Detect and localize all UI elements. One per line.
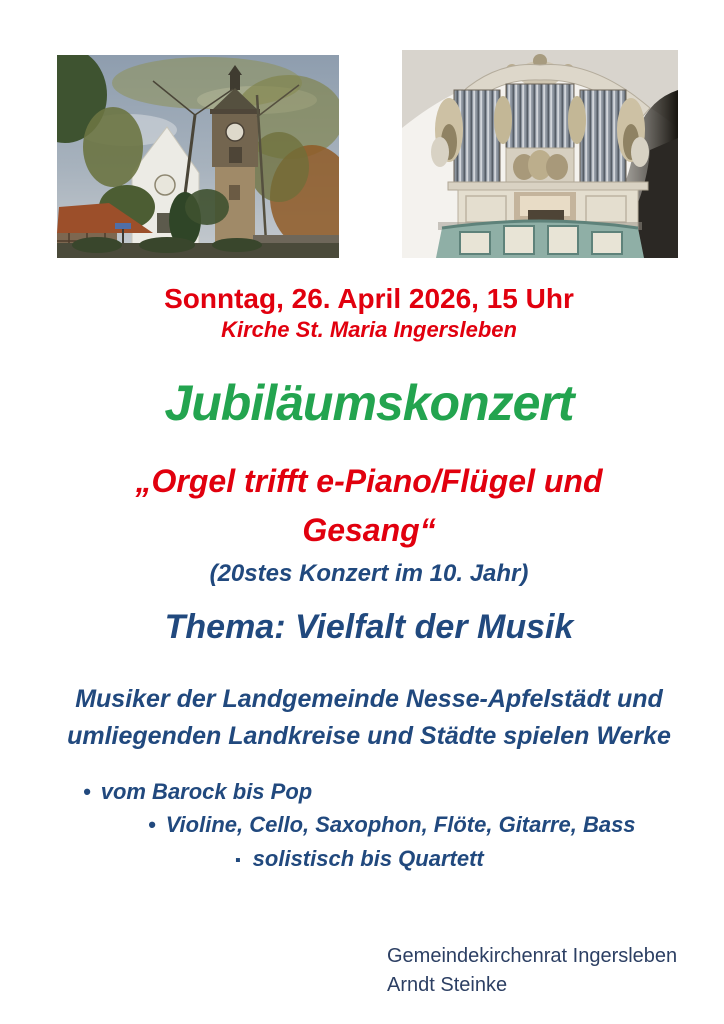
- signature-block: [387, 942, 677, 1000]
- bullet-label: solistisch bis Quartett: [252, 846, 484, 871]
- bullet-dot-icon: •: [148, 812, 156, 837]
- event-edition-note: (20stes Konzert im 10. Jahr): [209, 560, 529, 587]
- bullet-item: [148, 812, 636, 838]
- bullet-item: [235, 846, 484, 872]
- signature-name: Arndt Steinke: [387, 974, 508, 996]
- bullet-dot-icon: •: [83, 779, 91, 804]
- signature-organization: Gemeindekirchenrat Ingersleben: [387, 945, 678, 967]
- bullet-square-icon: ▪: [235, 852, 241, 869]
- event-subtitle-line2: Gesang“: [302, 512, 436, 548]
- event-date-line: Sonntag, 26. April 2026, 15 Uhr: [164, 283, 574, 314]
- event-description-line1: Musiker der Landgemeinde Nesse-Apfelstädt und: [75, 685, 663, 713]
- bullet-item: [83, 779, 312, 805]
- bullet-label: vom Barock bis Pop: [100, 779, 313, 804]
- church-photo: [57, 55, 339, 258]
- event-subtitle-line1: „Orgel trifft e-Piano/Flügel und: [135, 463, 603, 499]
- event-title: Jubiläumskonzert: [164, 375, 574, 431]
- event-location-line: Kirche St. Maria Ingersleben: [221, 317, 517, 342]
- event-theme-line: Thema: Vielfalt der Musik: [164, 608, 574, 646]
- event-description-line2: umliegenden Landkreise und Städte spielen Werke: [67, 722, 671, 750]
- bullet-label: Violine, Cello, Saxophon, Flöte, Gitarre, Bass: [165, 812, 636, 837]
- organ-photo: [402, 50, 678, 258]
